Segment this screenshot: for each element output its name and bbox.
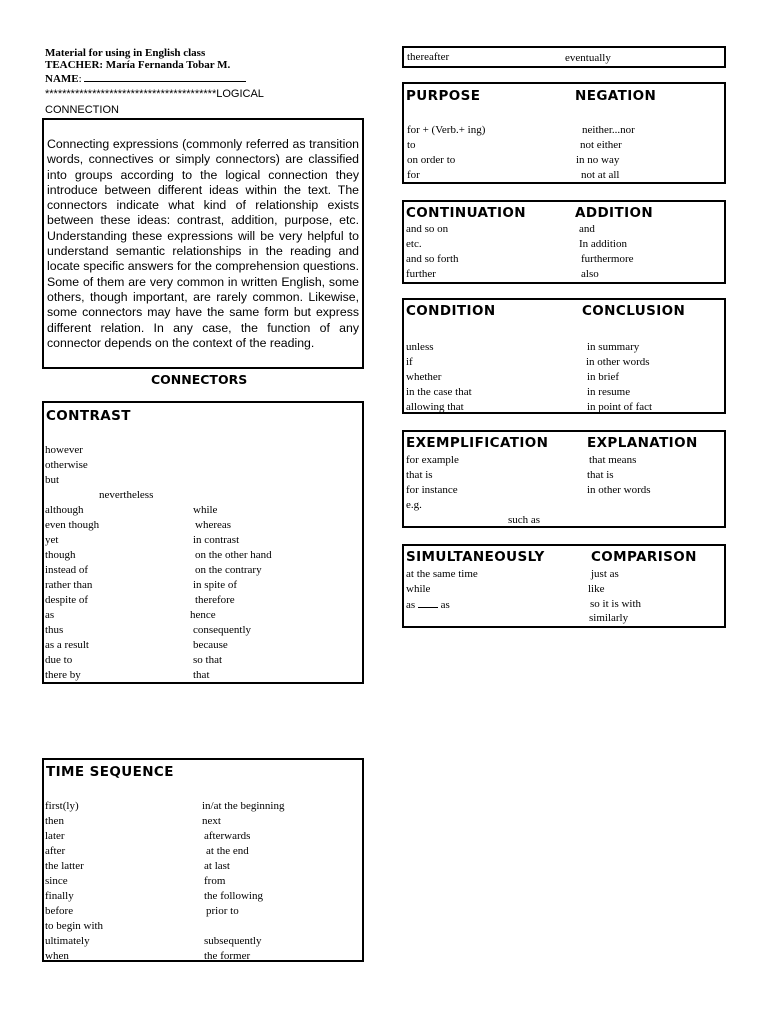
list-item: etc. (406, 238, 422, 250)
list-item: unless (406, 341, 434, 353)
list-item: whereas (195, 519, 232, 531)
condition-title: CONDITION (406, 303, 496, 319)
name-line (45, 72, 246, 85)
list-item: for example (406, 454, 459, 466)
name-blank-line[interactable] (84, 72, 246, 82)
comparison-title: COMPARISON (591, 549, 697, 565)
list-item: as (45, 609, 55, 621)
list-item: when (45, 950, 69, 962)
as-blank[interactable] (418, 597, 438, 608)
list-item: rather than (45, 579, 93, 591)
list-item: yet (45, 534, 59, 546)
list-item: in point of fact (587, 401, 653, 413)
list-item: finally (45, 890, 74, 902)
list-item: in resume (587, 386, 631, 398)
as-word-suffix: as (440, 599, 450, 611)
list-item: thus (45, 624, 64, 636)
list-item: the latter (45, 860, 84, 872)
teacher-line: TEACHER: María Fernanda Tobar M. (45, 59, 231, 71)
addition-title: ADDITION (575, 205, 654, 221)
list-item: to begin with (45, 920, 104, 932)
exemplification-explanation-box (402, 430, 726, 528)
connectors-heading: CONNECTORS (151, 372, 248, 387)
list-item: from (204, 875, 226, 887)
continuation-addition-box (402, 200, 726, 284)
list-item: nevertheless (99, 489, 154, 501)
list-item: similarly (589, 612, 629, 624)
list-item: because (193, 639, 228, 651)
list-item-as-blank (406, 597, 450, 612)
list-item: however (45, 444, 83, 456)
list-item: in summary (587, 341, 640, 353)
list-item: while (193, 504, 218, 516)
material-line: Material for using in English class (45, 47, 206, 59)
list-item: not either (580, 139, 622, 151)
list-item: thereafter (407, 51, 450, 63)
list-item: even though (45, 519, 100, 531)
simultaneously-title: SIMULTANEOUSLY (406, 549, 545, 565)
list-item: neither...nor (582, 124, 635, 136)
list-item: on the contrary (195, 564, 262, 576)
explanation-title: EXPLANATION (587, 435, 698, 451)
list-item: in no way (576, 154, 620, 166)
list-item: subsequently (204, 935, 262, 947)
list-item: eventually (565, 52, 611, 64)
list-item: furthermore (581, 253, 634, 265)
list-item: to (407, 139, 416, 151)
list-item: next (202, 815, 221, 827)
list-item: allowing that (406, 401, 464, 413)
contrast-title: CONTRAST (46, 408, 131, 424)
list-item: instead of (45, 564, 89, 576)
list-item: despite of (45, 594, 89, 606)
exemplification-title: EXEMPLIFICATION (406, 435, 549, 451)
list-item: also (581, 268, 599, 280)
list-item: then (45, 815, 64, 827)
list-item: while (406, 583, 431, 595)
list-item: such as (508, 514, 541, 526)
list-item: the former (204, 950, 251, 962)
list-item: that is (406, 469, 433, 481)
list-item: therefore (195, 594, 235, 606)
stars-line-2: CONNECTION (45, 104, 119, 116)
purpose-title: PURPOSE (406, 88, 481, 104)
list-item: in brief (587, 371, 620, 383)
list-item: since (45, 875, 68, 887)
time-sequence-box (42, 758, 364, 962)
list-item: and (579, 223, 595, 235)
list-item: first(ly) (45, 800, 79, 812)
list-item: that means (589, 454, 637, 466)
list-item: for (407, 169, 420, 181)
list-item: on order to (407, 154, 456, 166)
list-item: at last (204, 860, 230, 872)
list-item: at the end (206, 845, 249, 857)
list-item: in contrast (193, 534, 240, 546)
time-sequence-title: TIME SEQUENCE (46, 764, 174, 780)
list-item: hence (190, 609, 216, 621)
name-colon: : (78, 73, 82, 85)
list-item: in spite of (193, 579, 237, 591)
list-item: on the other hand (195, 549, 272, 561)
list-item: so it is with (590, 598, 642, 610)
name-label: NAME (45, 73, 79, 85)
list-item: the following (204, 890, 263, 902)
thereafter-row (402, 46, 726, 68)
condition-conclusion-box (402, 298, 726, 414)
intro-box: Connecting expressions (commonly referred as transition words, connectives or simply connectors) are classified into groups according to the logical connection they introduce between different ideas within the text. The connectors indicate what kind of relationship exists between these ideas: contrast, addition, purpose, etc. Understanding these expressions will be very helpful to understand semantic relationships in the reading and locate specific answers for the comprehension questions. Some of them are very common in written English, some others, though important, are rarely common. Likewise, some connectors may have the same form but express different relation. In any case, the function of any connector depends on the context of the reading. (42, 118, 364, 369)
list-item: e.g. (406, 499, 422, 511)
list-item: ultimately (45, 935, 90, 947)
list-item: in/at the beginning (202, 800, 285, 812)
list-item: consequently (193, 624, 252, 636)
list-item: so that (193, 654, 223, 666)
as-word: as (406, 599, 416, 611)
list-item: whether (406, 371, 442, 383)
stars-line: ****************************************LOGICAL (45, 88, 264, 100)
list-item: that (193, 669, 210, 681)
list-item: if (406, 356, 413, 368)
list-item: for + (Verb.+ ing) (407, 124, 486, 136)
list-item: and so forth (406, 253, 459, 265)
list-item: due to (45, 654, 73, 666)
list-item: before (45, 905, 74, 917)
list-item: prior to (206, 905, 239, 917)
list-item: that is (587, 469, 614, 481)
contrast-box (42, 401, 364, 684)
list-item: there by (45, 669, 81, 681)
list-item: In addition (579, 238, 627, 250)
list-item: not at all (581, 169, 620, 181)
simultaneously-comparison-box (402, 544, 726, 628)
list-item: and so on (406, 223, 449, 235)
list-item: like (588, 583, 605, 595)
list-item: after (45, 845, 66, 857)
purpose-negation-box (402, 82, 726, 184)
list-item: later (45, 830, 65, 842)
list-item: though (45, 549, 76, 561)
list-item: otherwise (45, 459, 88, 471)
list-item: as a result (45, 639, 89, 651)
list-item: although (45, 504, 84, 516)
list-item: for instance (406, 484, 458, 496)
list-item: just as (591, 568, 619, 580)
list-item: further (406, 268, 436, 280)
list-item: in the case that (406, 386, 472, 398)
list-item: in other words (587, 484, 651, 496)
list-item: in other words (586, 356, 650, 368)
list-item: at the same time (406, 568, 478, 580)
list-item: but (45, 474, 60, 486)
negation-title: NEGATION (575, 88, 657, 104)
continuation-title: CONTINUATION (406, 205, 526, 221)
conclusion-title: CONCLUSION (582, 303, 686, 319)
list-item: afterwards (204, 830, 251, 842)
